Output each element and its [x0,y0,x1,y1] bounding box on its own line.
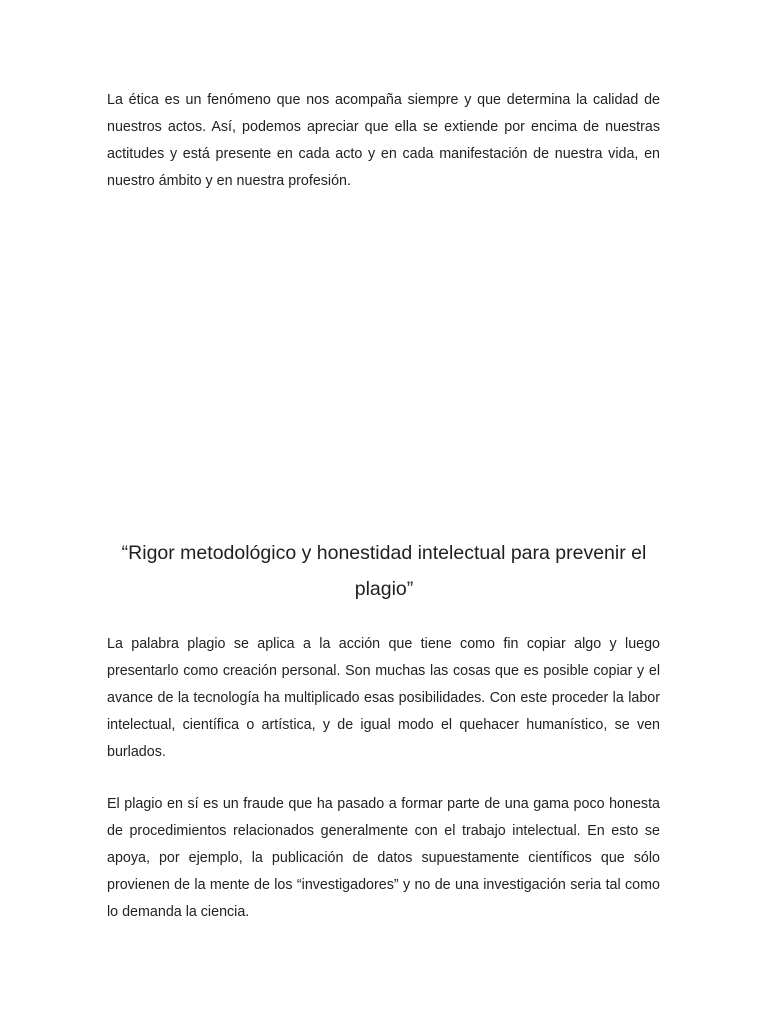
body-paragraph: La palabra plagio se aplica a la acción que tiene como fin copiar algo y luego presentarlo como creación personal. Son muchas las cosas que es posible copiar y el avance de la tecnología ha multiplicado esas posibilidades. Con este proceder la labor intelectual, científica o artística, y de igual modo el quehacer humanístico, se ven burlados. [107,636,660,760]
document-title: “Rigor metodológico y honestidad intelectual para prevenir el plagio” [121,542,647,600]
intro-paragraph: La ética es un fenómeno que nos acompaña siempre y que determina la calidad de nuestros actos. Así, podemos apreciar que ella se extiende por encima de nuestras actitudes y está presente en cada acto y en cada manifestación de nuestra vida, en nuestro ámbito y en nuestra profesión. [107,92,660,189]
body-paragraph: El plagio en sí es un fraude que ha pasado a formar parte de una gama poco honesta de procedimientos relacionados generalmente con el trabajo intelectual. En esto se apoya, por ejemplo, la publicación de datos supuestamente científicos que sólo provienen de la mente de los “investigadores” y no de una investigación seria tal como lo demanda la ciencia. [107,796,660,920]
